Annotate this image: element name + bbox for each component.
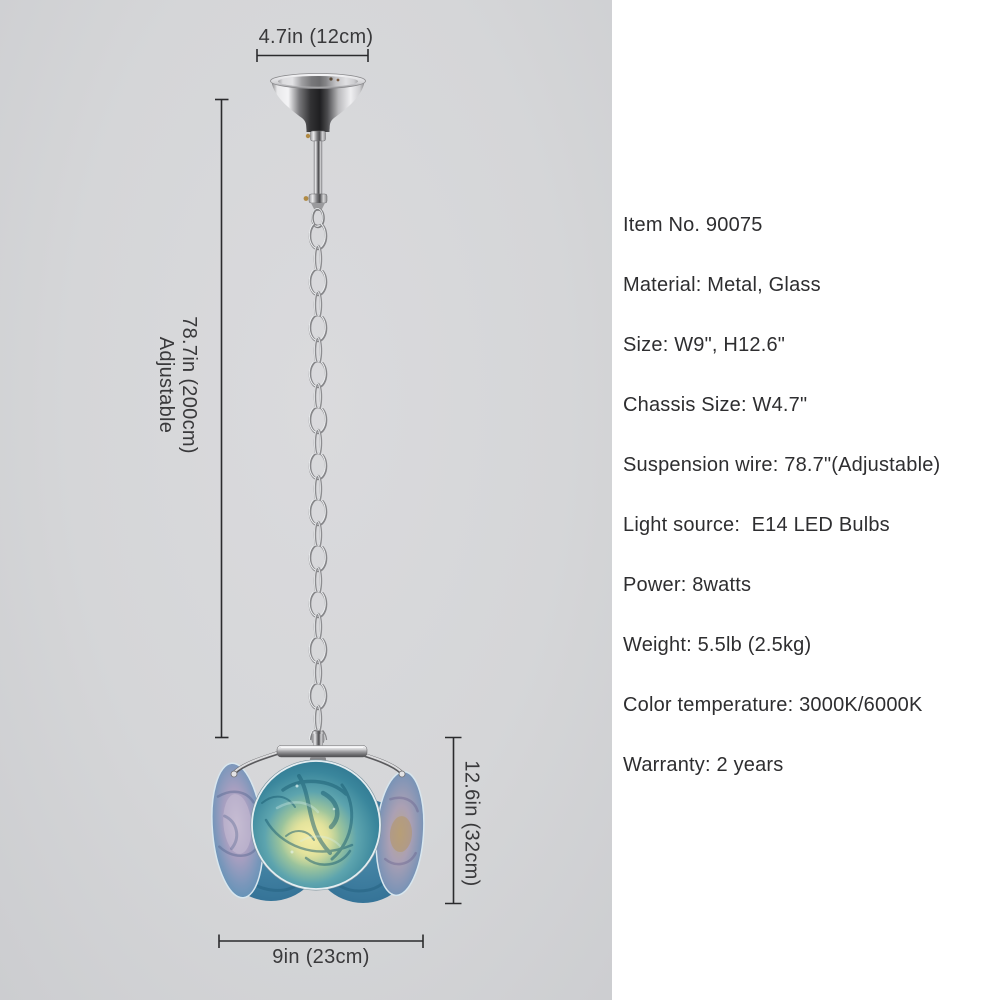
spec-light-source: Light source: E14 LED Bulbs — [623, 514, 890, 536]
ceiling-canopy — [271, 74, 366, 133]
spec-warranty: Warranty: 2 years — [623, 754, 784, 776]
dimension-label-canopy-width: 4.7in (12cm) — [258, 26, 374, 48]
suspension-rod — [304, 131, 327, 227]
dimension-label-wire-adjustable: Adjustable — [155, 336, 177, 434]
dimension-line-wire-length — [215, 100, 229, 739]
spec-item-number: Item No. 90075 — [623, 214, 763, 236]
glass-disc-center — [251, 760, 381, 890]
dimension-label-shade-height: 12.6in (32cm) — [460, 760, 483, 887]
dimension-label-wire-length — [154, 285, 200, 485]
spec-panel — [612, 0, 1000, 1000]
spec-suspension-wire: Suspension wire: 78.7"(Adjustable) — [623, 454, 941, 476]
spec-power: Power: 8watts — [623, 574, 752, 596]
dimension-label-wire-length-value: 78.7in (200cm) — [178, 316, 200, 454]
lamp-shade — [207, 734, 428, 903]
hanging-chain — [304, 224, 332, 743]
spec-material: Material: Metal, Glass — [623, 274, 821, 296]
dimension-line-canopy-width — [257, 49, 368, 62]
spec-weight: Weight: 5.5lb (2.5kg) — [623, 634, 812, 656]
spec-size: Size: W9", H12.6" — [623, 334, 786, 356]
spec-chassis-size: Chassis Size: W4.7" — [623, 394, 808, 416]
spec-color-temperature: Color temperature: 3000K/6000K — [623, 694, 923, 716]
dimension-label-shade-width: 9in (23cm) — [272, 946, 370, 968]
